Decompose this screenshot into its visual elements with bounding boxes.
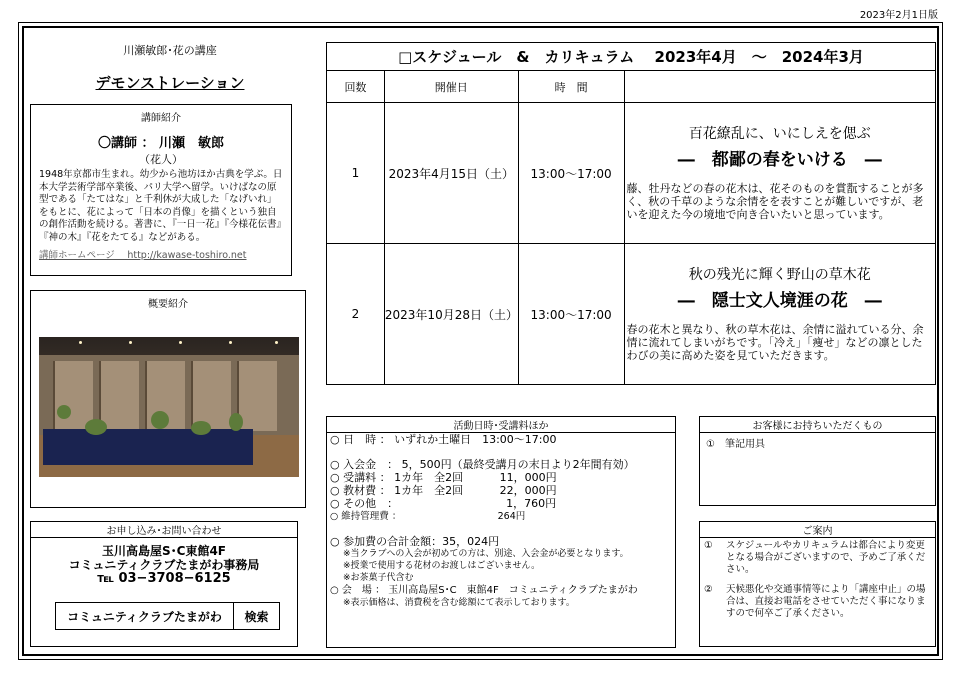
bring-item-text: 筆記用具 xyxy=(724,439,765,450)
note-tea: ※お茶菓子代含む xyxy=(343,573,414,583)
fee-materials: ○ 教材費 ： 1カ年 全2回 22，000円 xyxy=(330,484,557,497)
lecturer-bio: 1948年京都市生まれ。幼少から池坊ほか古典を学ぶ。日本大学芸術学部卒業後、パリ大学へ留学。いけばなの原型である「たてはな」と千利休が大成した「なげいれ」をもとに、花によって「日本の肖像」を描くという独自の創作活動を続ける。著書に、『一日一花』『今様花伝書』『神の木』『花をたてる』などがある。 xyxy=(39,169,283,243)
contact-venue: 玉川高島屋S･C東館4F xyxy=(102,544,226,558)
fee-other: ○ その他 ： 1，760円 xyxy=(330,497,557,510)
note-entry: ※当クラブへの入会が初めての方は、別途、入会金が必要となります。 xyxy=(343,549,629,559)
left-header xyxy=(30,42,310,93)
bring-title: お客様にお持ちいただくもの xyxy=(700,417,935,433)
notice-item xyxy=(700,582,935,622)
row-time: 13:00～17:00 xyxy=(518,103,624,244)
contact-office: コミュニティクラブたまがわ事務局 xyxy=(68,558,260,572)
row-title: ― 隠士文人境涯の花 ― xyxy=(677,291,882,311)
activity-box xyxy=(326,416,676,648)
row-heading: 百花繚乱に、いにしえを偲ぶ xyxy=(688,126,871,142)
venue-line: ○ 会 場 ： 玉川高島屋S･C 東館4F コミュニティクラブたまがわ xyxy=(330,585,638,596)
schedule-header-row xyxy=(327,71,936,103)
header-desc xyxy=(624,71,935,103)
fee-tuition: ○ 受講料 ： 1カ年 全2回 11，000円 xyxy=(330,471,557,484)
contact-phone: ℡ 03−3708−6125 xyxy=(97,571,231,586)
row-date: 2023年4月15日（土） xyxy=(384,103,518,244)
lecturer-role: 〇講師 ： 川瀬 敏郎 xyxy=(97,136,225,151)
activity-schedule: ○ 日 時 ： いずれか土曜日 13:00～17:00 xyxy=(330,433,557,446)
search-button[interactable]: 検索 xyxy=(233,603,279,629)
lecturer-category: （花人） xyxy=(139,153,183,166)
row-desc xyxy=(624,103,935,244)
course-name: 川瀬敏郎･花の講座 xyxy=(123,44,217,57)
row-desc xyxy=(624,244,935,385)
schedule-table xyxy=(326,70,936,385)
row-time: 13:00～17:00 xyxy=(518,244,624,385)
row-heading: 秋の残光に輝く野山の草木花 xyxy=(688,267,871,283)
fee-entry: ○ 入会金 ： 5，500円（最終受講月の末日より2年間有効） xyxy=(330,458,635,471)
row-text: 春の花木と異なり、秋の草木花は、余情に溢れている分、余情に流れてしまいがちです。「冷え」「痩せ」などの凛としたわびの美に高めた姿を見ていただきます。 xyxy=(626,323,924,362)
row-title: ― 都鄙の春をいける ― xyxy=(677,150,882,170)
contact-box xyxy=(30,521,298,647)
header-time: 時 間 xyxy=(518,71,624,103)
header-num: 回数 xyxy=(327,71,385,103)
bring-item-mark: ① xyxy=(706,439,715,450)
row-text: 藤、牡丹などの春の花木は、花そのものを賞翫することが多く、秋の千草のような余情をを表すことが難しいですが、老いを迎えた今の境地で向き合いたいと思っています。 xyxy=(626,182,924,221)
contact-title: お申し込み･お問い合わせ xyxy=(31,522,297,538)
activity-title: 活動日時･受講料ほか xyxy=(327,417,675,433)
lecturer-homepage-link[interactable]: 講師ホームページ http://kawase-toshiro.net xyxy=(39,250,247,261)
exhibition-hall-photo xyxy=(39,337,299,477)
row-num: 2 xyxy=(327,244,385,385)
document-date: 2023年2月1日版 xyxy=(859,10,938,21)
row-num: 1 xyxy=(327,103,385,244)
note-materials: ※授業で使用する花材のお渡しはございません。 xyxy=(343,561,541,571)
notice-box xyxy=(699,521,936,647)
contact-info xyxy=(31,544,297,586)
overview-title: 概要紹介 xyxy=(148,299,188,310)
tax-note: ※表示価格は、消費税を含む総額にて表示しております。 xyxy=(343,598,575,608)
notice-mark: ① xyxy=(704,540,713,551)
bring-box xyxy=(699,416,936,506)
bring-item xyxy=(700,433,935,452)
schedule-title: □スケジュール & カリキュラム 2023年4月 ～ 2024年3月 xyxy=(326,42,936,70)
schedule-row xyxy=(327,244,936,385)
lecturer-intro-title: 講師紹介 xyxy=(141,113,181,124)
fee-total: ○ 参加費の合計金額：35，024円 xyxy=(330,535,500,548)
lecturer-intro-box xyxy=(30,104,292,276)
notice-text: 天候悪化や交通事情等により「講座中止」の場合は、直接お電話をさせていただく事になりますので何卒ご了承ください。 xyxy=(726,584,926,619)
schedule-row xyxy=(327,103,936,244)
fee-maintenance: ○ 維持管理費 ： 264円 xyxy=(330,511,526,522)
search-bar[interactable] xyxy=(55,602,280,630)
header-date: 開催日 xyxy=(384,71,518,103)
overview-box xyxy=(30,290,306,508)
notice-mark: ② xyxy=(704,584,713,595)
search-keyword[interactable]: コミュニティクラブたまがわ xyxy=(67,609,222,624)
notice-item xyxy=(700,538,935,578)
row-date: 2023年10月28日（土） xyxy=(384,244,518,385)
demo-title: デモンストレーション xyxy=(95,74,245,92)
notice-title: ご案内 xyxy=(700,522,935,538)
notice-text: スケジュールやカリキュラムは都合により変更となる場合がございますので、予めご了承ください。 xyxy=(726,540,926,575)
